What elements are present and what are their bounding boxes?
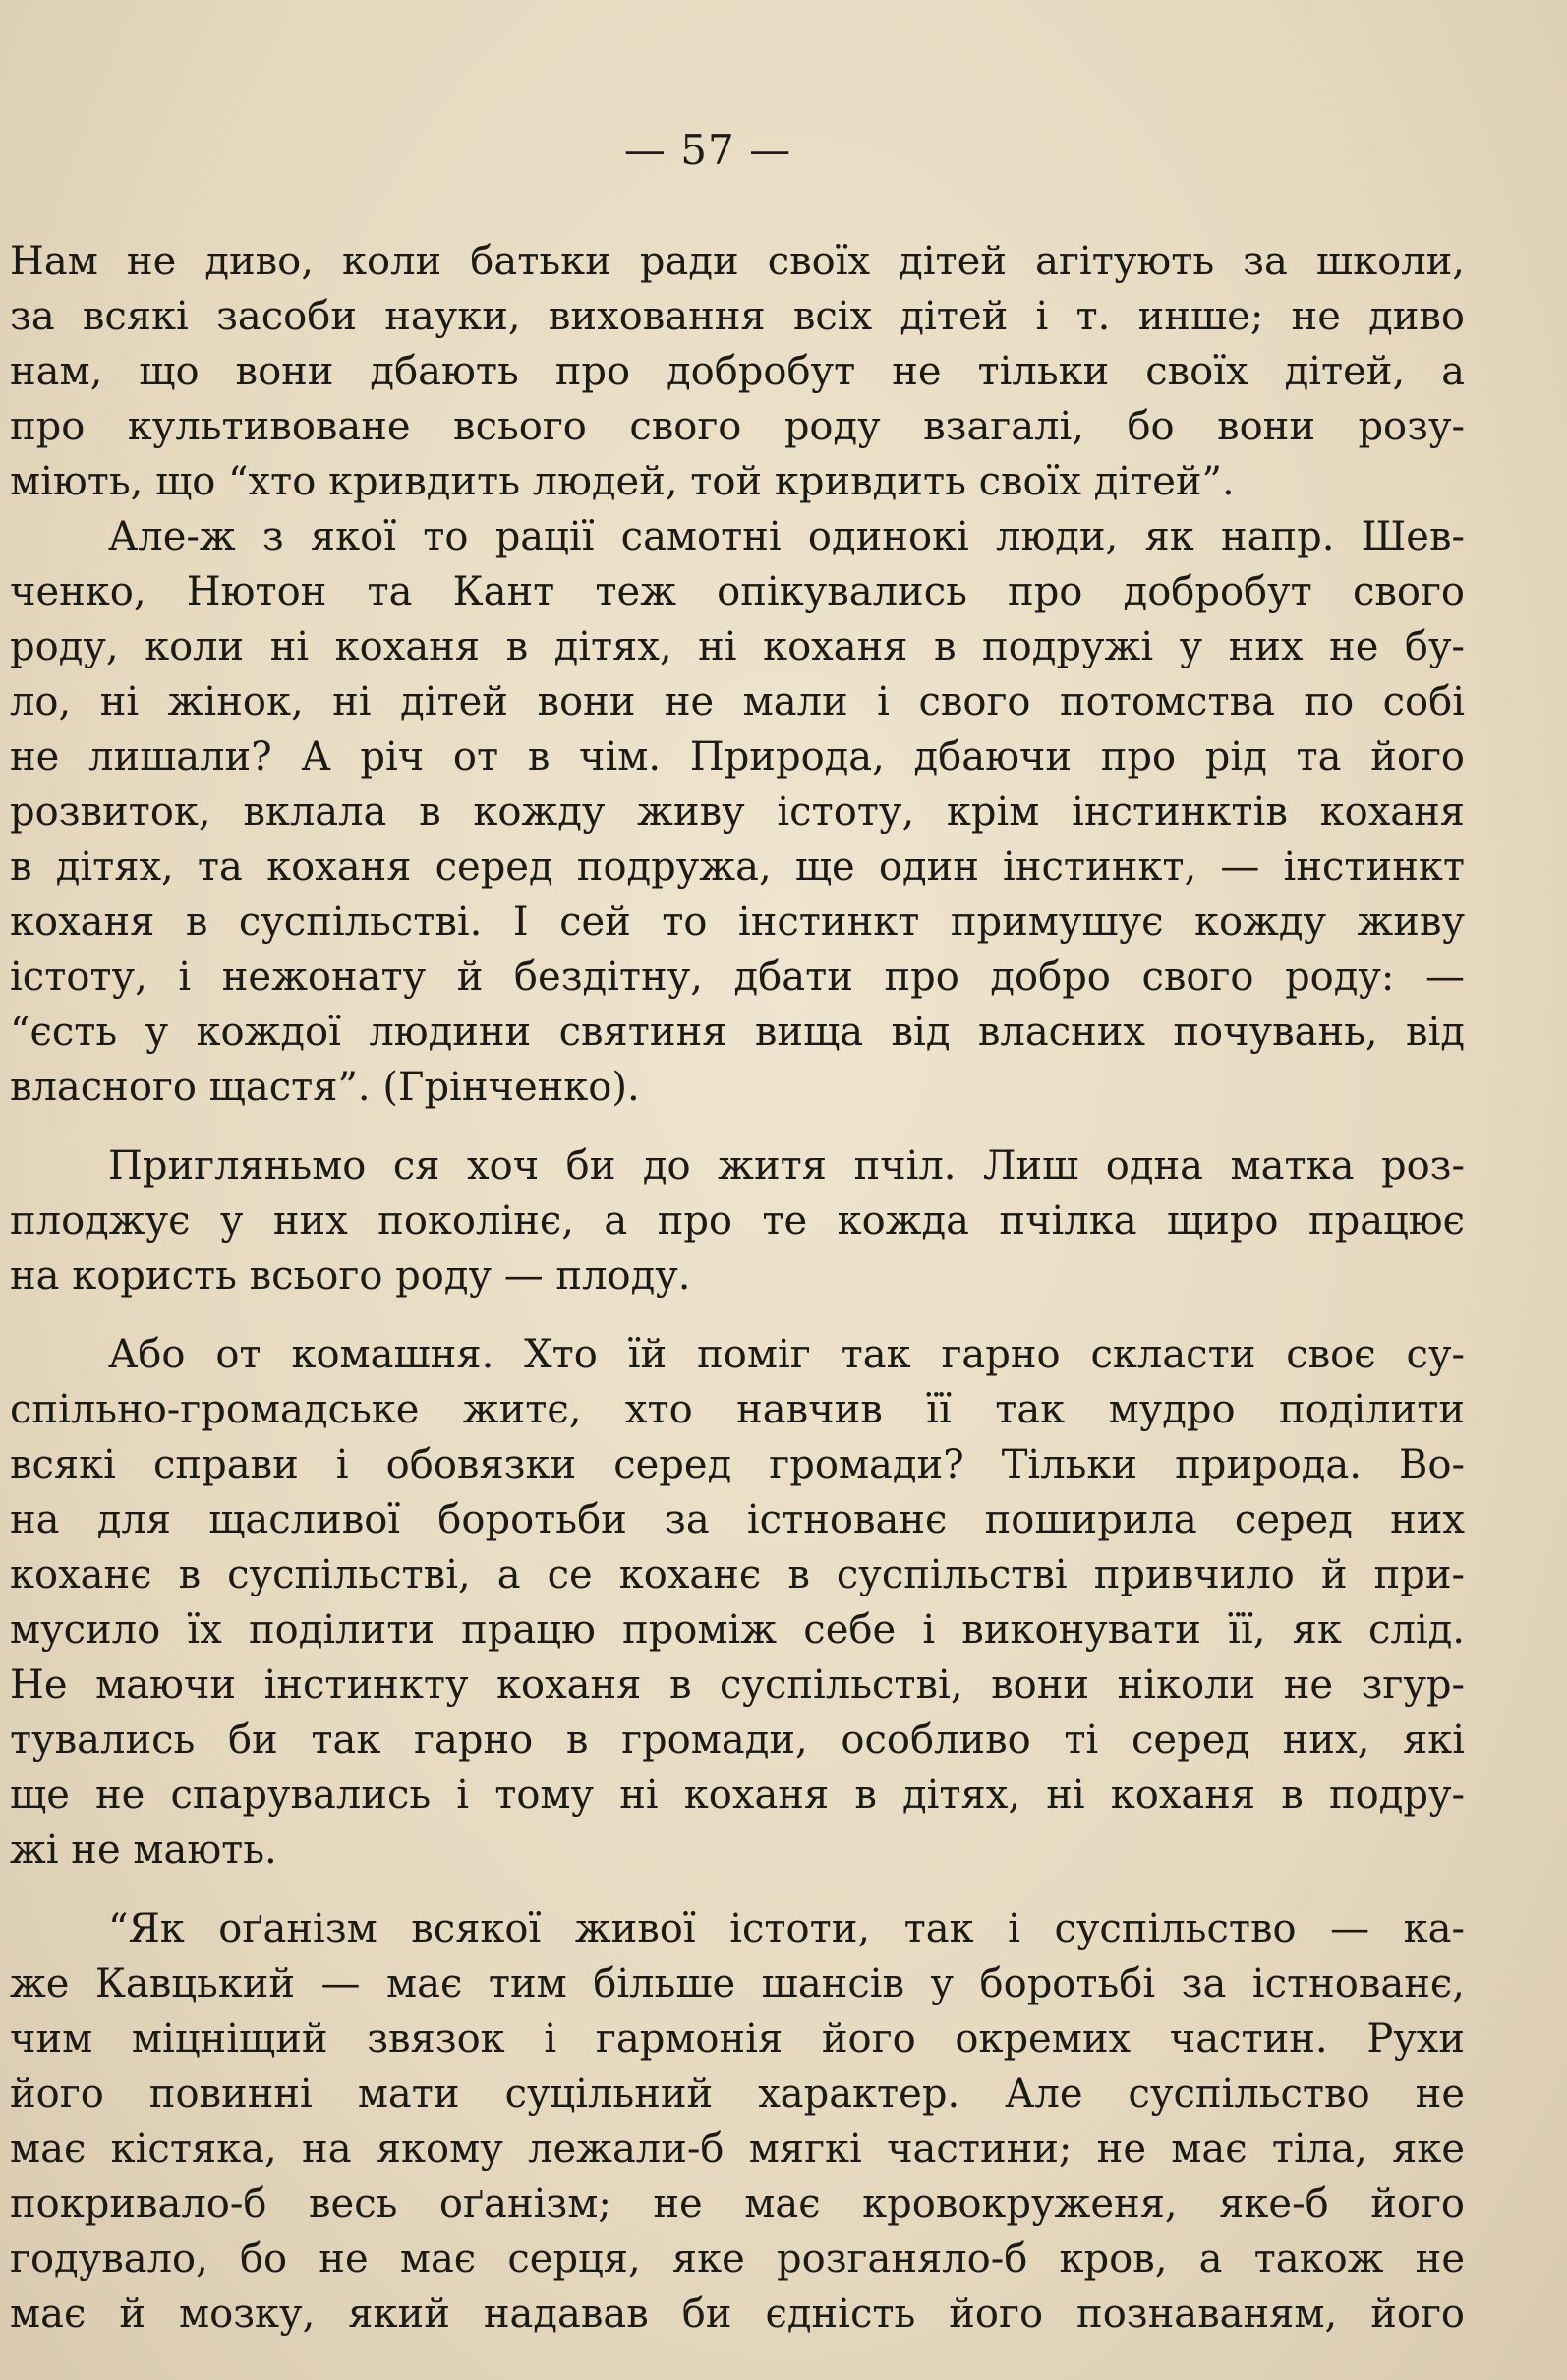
text-line: не лишали? А річ от в чім. Природа, дбаючи про рід та його xyxy=(10,734,1465,780)
text-line: Або от комашня. Хто їй поміг так гарно скласти своє су- xyxy=(108,1332,1465,1377)
paragraph-gap xyxy=(10,1115,1465,1138)
text-line: “Як оґанізм всякої живої істоти, так і суспільство — ка- xyxy=(108,1906,1465,1951)
paragraph-gap xyxy=(10,1304,1465,1327)
text-line: його повинні мати суцільний характер. Але суспільство не xyxy=(10,2071,1465,2117)
page-number: — 57 — xyxy=(623,126,792,174)
paragraph-gap xyxy=(10,1878,1465,1901)
text-line: ще не спарувались і тому ні коханя в дітях, ні коханя в подру- xyxy=(10,1772,1465,1818)
text-line: істоту, і нежонату й бездітну, дбати про добро свого роду: — xyxy=(10,955,1465,1000)
text-line: Не маючи інстинкту коханя в суспільстві, вони ніколи не згур- xyxy=(10,1662,1465,1708)
text-line: розвиток, вклала в кожду живу істоту, крім інстинктів коханя xyxy=(10,789,1465,835)
paragraph-4 xyxy=(10,1327,1465,1878)
text-line: жі не мають. xyxy=(10,1828,277,1873)
text-line: ло, ні жінок, ні дітей вони не мали і свого потомства по собі xyxy=(10,679,1465,725)
text-line: Пригляньмо ся хоч би до житя пчіл. Лиш одна матка роз- xyxy=(108,1143,1465,1189)
text-line: міють, що “хто кривдить людей, той кривдить своїх дітей”. xyxy=(10,459,1235,504)
text-line: всякі справи і обовязки серед громади? Тільки природа. Во- xyxy=(10,1442,1465,1487)
text-line: має кістяка, на якому лежали-б мягкі частини; не має тіла, яке xyxy=(10,2126,1465,2172)
text-line: має й мозку, який надавав би єдність його познаваням, його xyxy=(10,2292,1465,2337)
page-text xyxy=(10,234,1465,2342)
text-line: коханя в суспільстві. І сей то інстинкт примушує кожду живу xyxy=(10,900,1465,945)
text-line: тувались би так гарно в громади, особливо ті серед них, які xyxy=(10,1717,1465,1763)
text-line: Але-ж з якої то рації самотні одинокі люди, як напр. Шев- xyxy=(108,514,1465,559)
text-line: покривало-б весь оґанізм; не має кровокруженя, яке-б його xyxy=(10,2181,1465,2227)
text-line: ченко, Нютон та Кант теж опікувались про добробут свого xyxy=(10,569,1465,614)
paragraph-5 xyxy=(10,1901,1465,2342)
text-line: чим міцніщий звязок і гармонія його окремих частин. Рухи xyxy=(10,2016,1465,2061)
text-line: в дітях, та коханя серед подружа, ще один інстинкт, — інстинкт xyxy=(10,844,1465,890)
text-line: власного щастя”. (Грінченко). xyxy=(10,1065,640,1110)
text-line: Нам не диво, коли батьки ради своїх дітей агітують за школи, xyxy=(10,239,1465,284)
paragraph-1 xyxy=(10,234,1465,509)
text-line: “єсть у кождої людини святиня вища від власних почувань, від xyxy=(10,1010,1465,1055)
text-line: коханє в суспільстві, а се коханє в суспільстві привчило й при- xyxy=(10,1552,1465,1597)
paragraph-2 xyxy=(10,509,1465,1115)
text-line: спільно-громадське житє, хто навчив її так мудро поділити xyxy=(10,1387,1465,1432)
text-line: мусило їх поділити працю проміж себе і виконувати її, як слід. xyxy=(10,1607,1465,1653)
text-line: роду, коли ні коханя в дітях, ні коханя в подружі у них не бу- xyxy=(10,624,1465,669)
paragraph-3 xyxy=(10,1138,1465,1304)
text-line: про культивоване всього свого роду взагалі, бо вони розу- xyxy=(10,404,1465,449)
text-line: годувало, бо не має серця, яке розганяло-б кров, а також не xyxy=(10,2236,1465,2282)
text-line: плоджує у них поколінє, а про те кожда пчілка щиро працює xyxy=(10,1198,1465,1244)
text-line: за всякі засоби науки, виховання всіх дітей і т. инше; не диво xyxy=(10,294,1465,339)
text-line: же Кавцький — має тим більше шансів у боротьбі за істнованє, xyxy=(10,1961,1465,2006)
text-line: на користь всього роду — плоду. xyxy=(10,1253,691,1299)
text-line: на для щасливої боротьби за істнованє поширила серед них xyxy=(10,1497,1465,1542)
text-line: нам, що вони дбають про добробут не тільки своїх дітей, а xyxy=(10,349,1465,394)
